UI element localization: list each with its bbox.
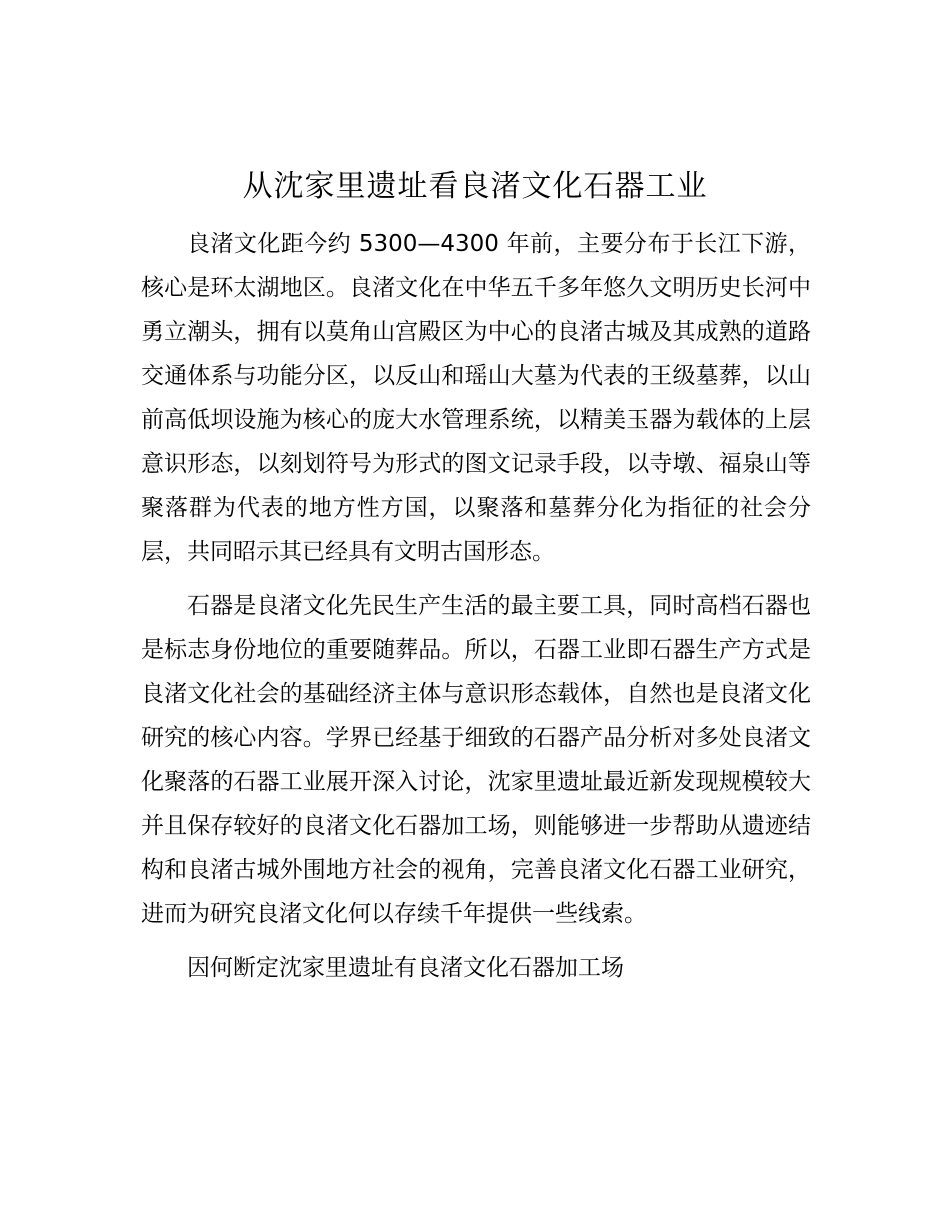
paragraph-intro: 良渚文化距今约 5300—4300 年前，主要分布于长江下游，核心是环太湖地区。良渚文化在中华五千多年悠久文明历史长河中勇立潮头，拥有以莫角山宫殿区为中心的良渚古城及其成熟的道路交通体系与功能分区，以反山和瑶山大墓为代表的王级墓葬，以山前高低坝设施为核心的庞大水管理系统，以精美玉器为载体的上层意识形态，以刻划符号为形式的图文记录手段，以寺墩、福泉山等聚落群为代表的地方性方国，以聚落和墓葬分化为指征的社会分层，共同昭示其已经具有文明古国形态。 (141, 231, 811, 565)
document-body (141, 222, 811, 1000)
paragraph-stone-tools: 石器是良渚文化先民生产生活的最主要工具，同时高档石器也是标志身份地位的重要随葬品。所以，石器工业即石器生产方式是良渚文化社会的基础经济主体与意识形态载体，自然也是良渚文化研究的核心内容。学界已经基于细致的石器产品分析对多处良渚文化聚落的石器工业展开深入讨论，沈家里遗址最近新发现规模较大并且保存较好的良渚文化石器加工场，则能够进一步帮助从遗迹结构和良渚古城外围地方社会的视角，完善良渚文化石器工业研究，进而为研究良渚文化何以存续千年提供一些线索。 (141, 593, 811, 927)
section-heading: 因何断定沈家里遗址有良渚文化石器加工场 (187, 955, 624, 981)
document-title: 从沈家里遗址看良渚文化石器工业 (242, 169, 708, 204)
